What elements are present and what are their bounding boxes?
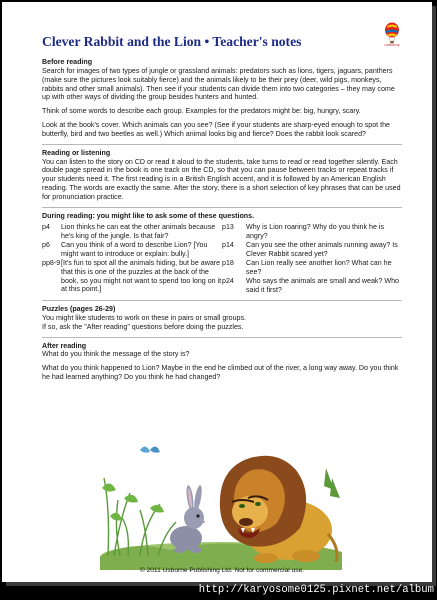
paragraph: What do you think the message of the story is? (42, 350, 190, 359)
question-page: p18 (222, 258, 234, 267)
question-page: p6 (42, 240, 50, 249)
question-page: p4 (42, 222, 50, 231)
question-row (222, 277, 402, 295)
rabbit-and-lion-illustration (100, 438, 342, 570)
section-divider (42, 207, 402, 208)
section-divider (42, 337, 402, 338)
question-grid (42, 223, 402, 295)
question-row (42, 259, 222, 294)
logo-label: USBORNE (384, 43, 400, 47)
question-row (222, 241, 402, 259)
watermark-url: http://karyosome0125.pixnet.net/album (198, 584, 434, 596)
page-title: Clever Rabbit and the Lion • Teacher's notes (42, 34, 302, 49)
section-heading-before-reading: Before reading (42, 58, 93, 66)
question-row (222, 223, 402, 241)
notes-content (42, 58, 402, 387)
question-page: p13 (222, 222, 234, 231)
paragraph: You can listen to the story on CD or read it aloud to the students, take turns to read or read together silently. Each double page spread in the book is one track on the CD, so that you can pause between tracks or repeat tracks if your students need it. The first reading is in a British English accent, and it is followed by an American English reading. The words are exactly the same. After the story, there is a short selection of key phrases that can be used for pronunciation practice. (42, 157, 401, 201)
section-heading-reading: Reading or listening (42, 148, 111, 157)
question-text: Can you think of a word to describe Lion? [You might want to introduce or explain: bully.] (61, 240, 208, 258)
copyright-notice: © 2011 Usborne Publishing Ltd. Not for commercial use. (139, 567, 305, 574)
question-text: Can Lion really see another lion? What can he see? (246, 258, 392, 276)
paragraph: Search for images of two types of jungle or grassland animals: predators such as lions, tigers, jaguars, panthers (make sure the pictures look suitably fierce) and the animals likely to be their prey (deer, wild pigs, monkeys, rabbits and other small animals). Then see if your students can divide them into two categories – they may come up with other ways of dividing the group besides hunters and hunted. (42, 66, 395, 102)
section-divider (42, 144, 402, 145)
paragraph: Think of some words to describe each group. Examples for the predators might be: big, hungry, scary. (42, 107, 361, 116)
question-text: Why is Lion roaring? Why do you think he is angry? (246, 222, 384, 240)
question-page: p24 (222, 276, 234, 285)
question-text: Who says the animals are small and weak? Who said it first? (246, 276, 399, 294)
question-row (42, 241, 222, 259)
page-shadow-right (432, 6, 436, 584)
section-divider (42, 300, 402, 301)
paragraph: You might like students to work on these in pairs or small groups. (42, 313, 246, 322)
paragraph: Look at the book's cover. Which animals can you see? (See if your students are sharp-eyed enough to spot the butterfly, bird and two beetles as well.) Which animal looks big and fierce? Does the rabbit look scared? (42, 121, 390, 138)
question-column-left (42, 223, 222, 295)
question-row (222, 259, 402, 277)
paragraph: What do you think happened to Lion? Maybe in the end he climbed out of the river, a long way away. Do you think he had learned anything? Do you think he had changed? (42, 364, 399, 382)
section-heading-after-reading: After reading (42, 341, 87, 350)
question-row (42, 223, 222, 241)
question-text: [It's fun to spot all the animals hiding, but be aware that this is one of the puzzles at the back of the book, so you might not want to spend too long on it at this point.] (61, 258, 222, 294)
question-page: p14 (222, 240, 234, 249)
document-page (2, 2, 432, 582)
question-page: pp8-9 (42, 258, 61, 267)
question-column-right (222, 223, 402, 295)
section-heading-during-reading: During reading: you might like to ask some of these questions. (42, 211, 255, 220)
question-text: Lion thinks he can eat the other animals because he's king of the jungle. Is that fair? (61, 222, 216, 240)
question-text: Can you see the other animals running away? Is Clever Rabbit scared yet? (246, 240, 398, 258)
paragraph: If so, ask the "After reading" questions before doing the puzzles. (42, 322, 244, 331)
section-heading-puzzles: Puzzles (pages 26-29) (42, 304, 116, 313)
